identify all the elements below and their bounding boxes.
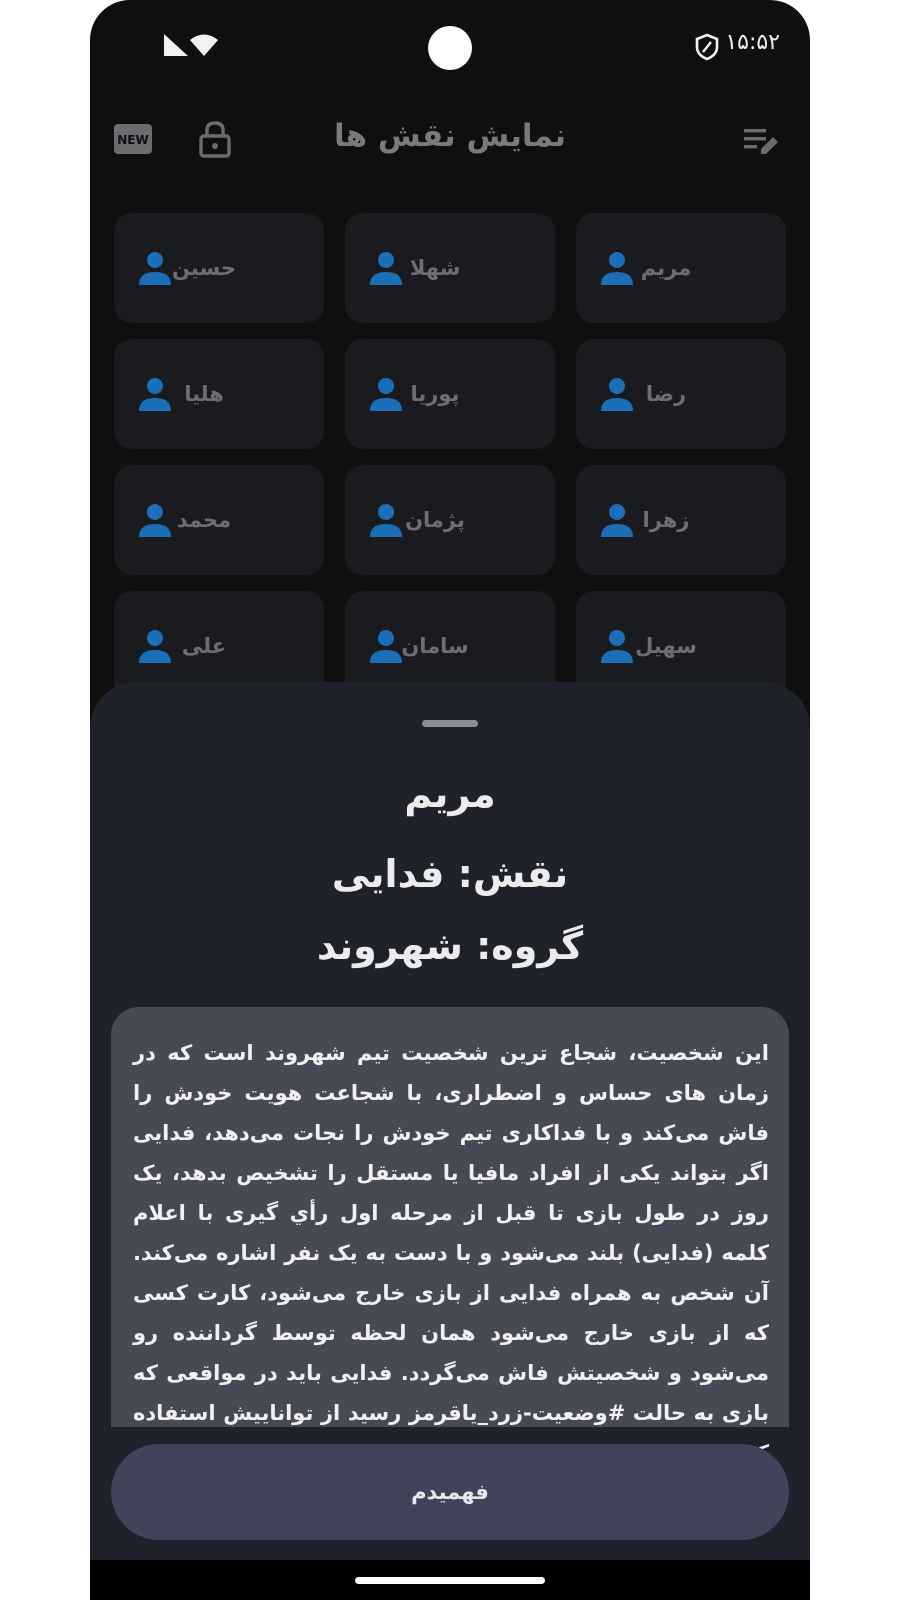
player-name: مریم: [640, 256, 692, 280]
player-card[interactable]: [345, 213, 555, 323]
shield-icon: [694, 33, 720, 61]
wifi-icon: [190, 33, 218, 57]
front-camera: [428, 26, 472, 70]
svg-text:NEW: NEW: [117, 133, 149, 147]
player-name: سامان: [401, 634, 469, 658]
player-grid: [114, 213, 786, 701]
status-time: ۱۵:۵۲: [725, 30, 780, 55]
person-icon: [138, 629, 172, 663]
sheet-role: نقش: فدایی: [331, 852, 569, 896]
person-icon: [600, 377, 634, 411]
role-description: این شخصیت، شجاع ترین شخصیت تیم شهروند است که در زمان های حساس و اضطراری، با شجاعت هویت خودش را فاش می‌کند و با فداکاری تیم خودش را نجات می‌دهد، فدایی اگر بتواند یکی از افراد مافیا یا مستقل را تشخیص بدهد، یک روز در طول بازی تا قبل از مرحله اول رأي گیری با اعلام کلمه (فدایی) بلند می‌شود و با دست به یک نفر اشاره می‌کند. آن شخص به همراه فدایی از بازی خارج می‌شود، کارت کسی که از بازی خارج می‌شود همان لحظه توسط گرداننده رو می‌شود و شخصیتش فاش می‌گردد. فدایی باید در مواقعی که بازی به حالت #وضعیت-زرد_یاقرمز رسید از تواناییش استفاده: [133, 1041, 769, 1425]
person-icon: [600, 251, 634, 285]
status-bar: [90, 0, 810, 92]
app-bar: [90, 92, 810, 192]
player-name: پژمان: [405, 508, 465, 532]
person-icon: [369, 251, 403, 285]
navigation-bar: [90, 1560, 810, 1600]
player-name: زهرا: [642, 508, 690, 532]
person-icon: [600, 503, 634, 537]
person-icon: [369, 377, 403, 411]
page-title: نمایش نقش ها: [333, 118, 566, 154]
player-card[interactable]: [576, 465, 786, 575]
edit-list-icon[interactable]: [744, 126, 780, 156]
person-icon: [369, 503, 403, 537]
player-name: محمد: [176, 508, 232, 532]
player-name: هلیا: [184, 382, 224, 406]
player-card[interactable]: [114, 465, 324, 575]
player-name: سهیل: [635, 634, 697, 658]
player-card[interactable]: [345, 465, 555, 575]
player-card[interactable]: [576, 339, 786, 449]
role-description-box[interactable]: [111, 1007, 789, 1427]
sheet-group: گروه: شهروند: [316, 924, 584, 968]
person-icon: [600, 629, 634, 663]
player-name: شهلا: [409, 256, 461, 280]
player-card[interactable]: [114, 339, 324, 449]
sheet-player-name: مریم: [404, 772, 496, 816]
role-bottom-sheet: [90, 682, 810, 1560]
person-icon: [138, 503, 172, 537]
person-icon: [138, 251, 172, 285]
player-card[interactable]: [114, 213, 324, 323]
person-icon: [138, 377, 172, 411]
sheet-drag-handle[interactable]: [422, 720, 478, 727]
player-name: رضا: [645, 382, 687, 406]
home-gesture-pill[interactable]: [355, 1577, 545, 1584]
got-it-button[interactable]: فهمیدم: [111, 1444, 789, 1540]
phone-screen: [90, 0, 810, 1600]
player-name: حسین: [172, 256, 236, 280]
player-card[interactable]: [576, 213, 786, 323]
player-card[interactable]: [345, 339, 555, 449]
player-name: علی: [181, 634, 227, 658]
signal-icon: [164, 34, 188, 56]
player-name: پوریا: [410, 382, 460, 406]
person-icon: [369, 629, 403, 663]
